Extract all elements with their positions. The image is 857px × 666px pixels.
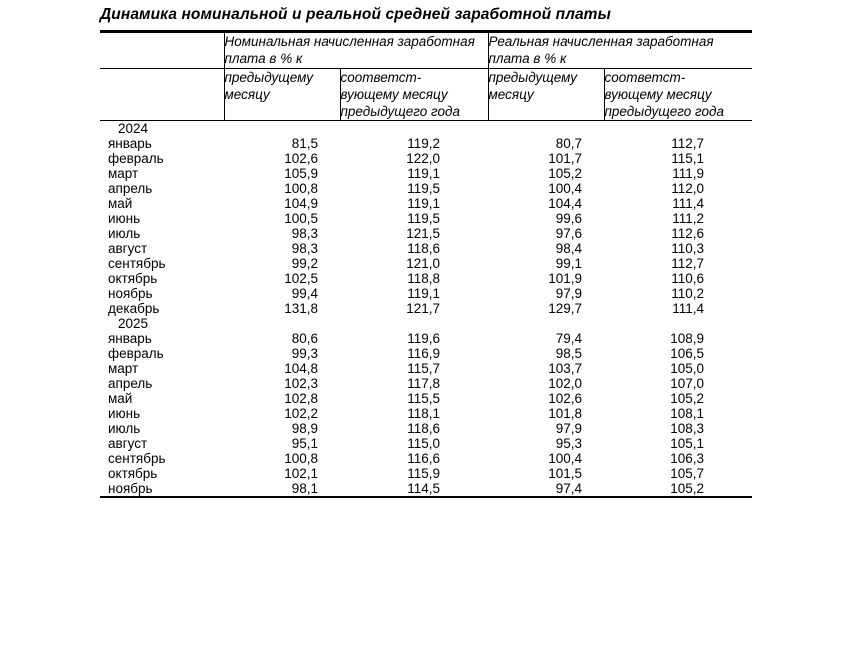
year-row xyxy=(100,121,752,136)
cell-nominal-yoy: 119,5 xyxy=(407,211,440,227)
cell-nominal-yoy: 118,6 xyxy=(407,421,440,437)
cell-nominal-prev-month: 102,3 xyxy=(284,376,318,392)
cell-real-prev-month: 100,4 xyxy=(548,181,582,197)
table-bottom-rule xyxy=(100,496,752,497)
header-group-real: Реальная начисленная заработная плата в % к xyxy=(488,33,752,69)
sub-line: предыдущему xyxy=(224,69,313,85)
table-row xyxy=(100,241,752,256)
cell-nominal-prev-month: 105,9 xyxy=(284,166,318,182)
row-month: июль xyxy=(108,226,141,242)
sub-line: вующему месяцу xyxy=(340,86,448,102)
header-subcolumn-row xyxy=(100,68,752,121)
cell-nominal-yoy: 118,6 xyxy=(407,241,440,257)
cell-nominal-yoy: 121,7 xyxy=(406,301,440,317)
cell-nominal-prev-month: 100,5 xyxy=(284,211,318,227)
sub-line: соответст- xyxy=(604,69,686,85)
table-row xyxy=(100,481,752,496)
cell-real-yoy: 108,9 xyxy=(670,331,704,347)
header-group-nominal: Номинальная начисленная заработная плата в % к xyxy=(224,33,488,69)
table-row xyxy=(100,421,752,436)
cell-nominal-prev-month: 102,8 xyxy=(284,391,318,407)
cell-nominal-prev-month: 100,8 xyxy=(284,451,318,467)
cell-real-yoy: 105,2 xyxy=(670,391,704,407)
table-row xyxy=(100,391,752,406)
row-month: май xyxy=(108,196,133,212)
cell-nominal-yoy: 121,0 xyxy=(406,256,440,272)
header-sub-nominal-prev-month xyxy=(224,68,340,121)
cell-nominal-prev-month: 98,9 xyxy=(291,421,318,437)
row-month: январь xyxy=(108,331,152,347)
row-month: январь xyxy=(108,136,152,152)
cell-nominal-yoy: 119,1 xyxy=(407,286,440,302)
cell-real-prev-month: 97,6 xyxy=(555,226,582,242)
cell-nominal-yoy: 115,0 xyxy=(407,436,440,452)
row-month: март xyxy=(108,166,139,182)
cell-nominal-prev-month: 102,5 xyxy=(284,271,318,287)
cell-real-prev-month: 104,4 xyxy=(548,196,582,212)
cell-nominal-prev-month: 99,4 xyxy=(291,286,318,302)
table-row xyxy=(100,346,752,361)
cell-real-prev-month: 99,6 xyxy=(555,211,582,227)
cell-real-prev-month: 95,3 xyxy=(555,436,582,452)
table-row xyxy=(100,256,752,271)
row-month: август xyxy=(108,241,148,257)
cell-real-yoy: 108,3 xyxy=(670,421,704,437)
cell-nominal-prev-month: 95,1 xyxy=(291,436,318,452)
cell-real-yoy: 105,0 xyxy=(670,361,704,377)
cell-real-prev-month: 105,2 xyxy=(548,166,582,182)
row-month: ноябрь xyxy=(108,286,153,302)
table-row xyxy=(100,196,752,211)
table-body xyxy=(100,31,752,497)
page-title: Динамика номинальной и реальной средней заработной платы xyxy=(100,6,611,23)
cell-nominal-yoy: 119,2 xyxy=(407,136,440,152)
sub-line: вующему месяцу xyxy=(604,86,712,102)
cell-real-yoy: 111,9 xyxy=(672,166,704,182)
year-row xyxy=(100,316,752,331)
cell-real-yoy: 106,5 xyxy=(670,346,704,362)
cell-real-prev-month: 98,5 xyxy=(555,346,582,362)
table-row xyxy=(100,181,752,196)
cell-nominal-yoy: 115,7 xyxy=(407,361,440,377)
header-month-cell xyxy=(100,68,224,121)
cell-real-yoy: 112,7 xyxy=(671,256,704,272)
cell-nominal-prev-month: 104,8 xyxy=(284,361,318,377)
cell-real-prev-month: 97,9 xyxy=(555,286,582,302)
header-corner-cell xyxy=(100,33,224,69)
cell-real-prev-month: 97,4 xyxy=(555,481,582,497)
cell-real-yoy: 105,2 xyxy=(670,481,704,497)
cell-nominal-yoy: 119,6 xyxy=(407,331,440,347)
sub-line: месяцу xyxy=(224,86,270,102)
row-month: апрель xyxy=(108,376,153,392)
cell-nominal-yoy: 115,9 xyxy=(407,466,440,482)
wage-dynamics-table xyxy=(100,30,752,498)
row-month: февраль xyxy=(108,346,164,362)
cell-nominal-prev-month: 99,3 xyxy=(291,346,318,362)
cell-nominal-yoy: 116,6 xyxy=(407,451,440,467)
cell-nominal-yoy: 114,5 xyxy=(407,481,440,497)
cell-nominal-prev-month: 102,2 xyxy=(284,406,318,422)
row-month: октябрь xyxy=(108,466,158,482)
cell-nominal-yoy: 122,0 xyxy=(406,151,440,167)
cell-nominal-prev-month: 81,5 xyxy=(291,136,318,152)
row-month: апрель xyxy=(108,181,153,197)
cell-nominal-prev-month: 100,8 xyxy=(284,181,318,197)
cell-real-prev-month: 102,6 xyxy=(548,391,582,407)
cell-nominal-prev-month: 102,6 xyxy=(284,151,318,167)
cell-real-prev-month: 80,7 xyxy=(555,136,582,152)
cell-nominal-yoy: 121,5 xyxy=(406,226,440,242)
cell-nominal-yoy: 115,5 xyxy=(407,391,440,407)
row-month: сентябрь xyxy=(108,451,166,467)
cell-real-prev-month: 103,7 xyxy=(548,361,582,377)
table-row xyxy=(100,451,752,466)
cell-real-prev-month: 101,5 xyxy=(548,466,582,482)
cell-nominal-prev-month: 104,9 xyxy=(284,196,318,212)
cell-real-yoy: 110,6 xyxy=(671,271,704,287)
cell-real-prev-month: 99,1 xyxy=(555,256,582,272)
header-sub-nominal-yoy xyxy=(340,68,488,121)
sub-line: предыдущего года xyxy=(604,104,724,120)
cell-real-yoy: 111,4 xyxy=(672,301,704,317)
cell-real-yoy: 110,3 xyxy=(671,241,704,257)
header-sub-real-yoy xyxy=(604,68,752,121)
table-row xyxy=(100,466,752,481)
row-month: октябрь xyxy=(108,271,158,287)
table-row xyxy=(100,226,752,241)
table-row xyxy=(100,271,752,286)
row-month: март xyxy=(108,361,139,377)
cell-real-prev-month: 79,4 xyxy=(555,331,582,347)
cell-nominal-prev-month: 98,1 xyxy=(291,481,318,497)
row-month: ноябрь xyxy=(108,481,153,497)
cell-nominal-yoy: 116,9 xyxy=(407,346,440,362)
sub-line: соответст- xyxy=(340,69,422,85)
cell-real-prev-month: 100,4 xyxy=(548,451,582,467)
header-group-row xyxy=(100,33,752,69)
row-month: август xyxy=(108,436,148,452)
cell-real-yoy: 115,1 xyxy=(671,151,704,167)
table-row xyxy=(100,436,752,451)
table-row xyxy=(100,286,752,301)
cell-nominal-yoy: 119,5 xyxy=(407,181,440,197)
sub-line: предыдущего года xyxy=(340,104,460,120)
row-month: февраль xyxy=(108,151,164,167)
row-month: июль xyxy=(108,421,141,437)
cell-real-prev-month: 97,9 xyxy=(555,421,582,437)
cell-real-prev-month: 101,8 xyxy=(548,406,582,422)
cell-real-prev-month: 101,9 xyxy=(548,271,582,287)
cell-real-prev-month: 98,4 xyxy=(555,241,582,257)
cell-real-yoy: 107,0 xyxy=(670,376,704,392)
cell-nominal-prev-month: 102,1 xyxy=(284,466,318,482)
cell-real-yoy: 112,6 xyxy=(671,226,704,242)
cell-nominal-prev-month: 99,2 xyxy=(291,256,318,272)
table-row xyxy=(100,301,752,316)
cell-nominal-yoy: 117,8 xyxy=(407,376,440,392)
cell-nominal-prev-month: 98,3 xyxy=(291,241,318,257)
table-row xyxy=(100,166,752,181)
cell-real-yoy: 108,1 xyxy=(670,406,704,422)
cell-nominal-yoy: 119,1 xyxy=(407,196,440,212)
row-month: май xyxy=(108,391,133,407)
cell-nominal-prev-month: 98,3 xyxy=(291,226,318,242)
cell-real-yoy: 112,0 xyxy=(671,181,704,197)
year-label: 2024 xyxy=(118,121,149,137)
cell-real-yoy: 105,7 xyxy=(670,466,704,482)
cell-real-yoy: 112,7 xyxy=(671,136,704,152)
cell-nominal-yoy: 118,8 xyxy=(407,271,440,287)
table-row xyxy=(100,406,752,421)
cell-real-yoy: 106,3 xyxy=(670,451,704,467)
table-row xyxy=(100,151,752,166)
table-row xyxy=(100,136,752,151)
row-month: июнь xyxy=(108,406,141,422)
cell-real-yoy: 110,2 xyxy=(671,286,704,302)
cell-real-prev-month: 129,7 xyxy=(548,301,582,317)
cell-nominal-prev-month: 131,8 xyxy=(284,301,318,317)
cell-nominal-yoy: 118,1 xyxy=(407,406,440,422)
row-month: июнь xyxy=(108,211,141,227)
row-month: сентябрь xyxy=(108,256,166,272)
cell-real-yoy: 105,1 xyxy=(670,436,704,452)
table-row xyxy=(100,376,752,391)
sub-line: месяцу xyxy=(488,86,534,102)
header-sub-real-prev-month xyxy=(488,68,604,121)
row-month: декабрь xyxy=(108,301,160,317)
cell-real-prev-month: 101,7 xyxy=(548,151,582,167)
table-row xyxy=(100,331,752,346)
cell-nominal-yoy: 119,1 xyxy=(407,166,440,182)
table-row xyxy=(100,361,752,376)
sub-line: предыдущему xyxy=(488,69,577,85)
cell-real-prev-month: 102,0 xyxy=(548,376,582,392)
cell-real-yoy: 111,2 xyxy=(672,211,704,227)
cell-real-yoy: 111,4 xyxy=(672,196,704,212)
table-row xyxy=(100,211,752,226)
cell-nominal-prev-month: 80,6 xyxy=(291,331,318,347)
year-label: 2025 xyxy=(118,316,149,332)
